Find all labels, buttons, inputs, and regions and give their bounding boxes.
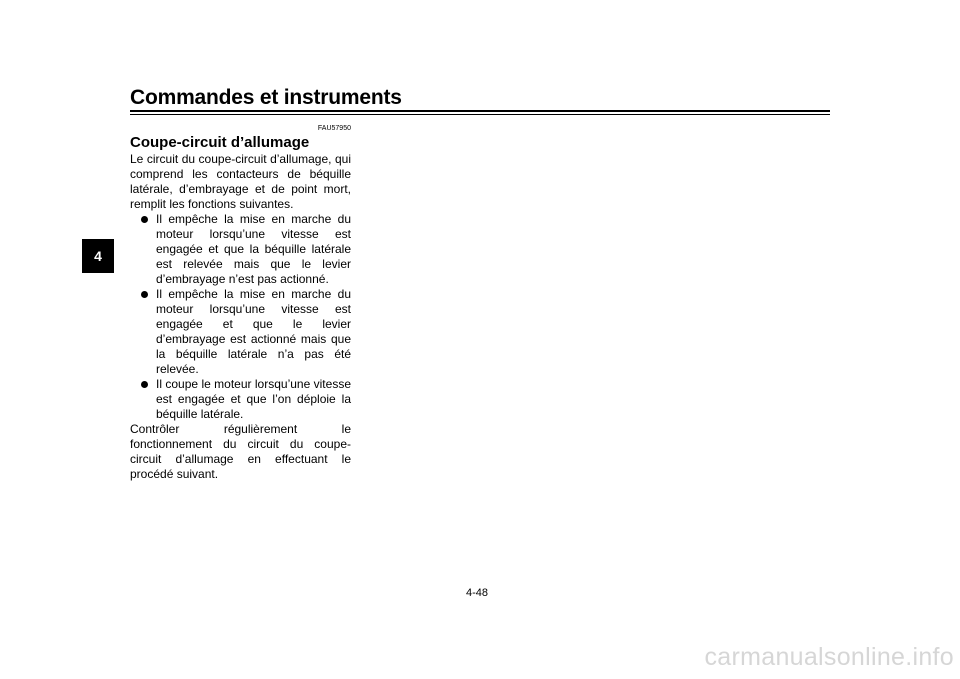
section-heading: Coupe-circuit d’allumage	[130, 134, 310, 151]
list-item	[130, 377, 351, 422]
header-rule-thin	[130, 114, 830, 115]
bullet-list	[130, 212, 351, 422]
reference-code: FAU57950	[317, 125, 351, 132]
list-item	[130, 212, 351, 287]
chapter-tab: 4	[82, 239, 114, 273]
page-header-title: Commandes et instruments	[130, 86, 402, 109]
intro-paragraph: Le circuit du coupe-circuit d’allumage, qui comprend les contacteurs de béquille latérale, d’embrayage et de point mort, remplit les fonctions suivantes.	[130, 152, 351, 211]
bullet-icon	[141, 381, 148, 388]
watermark: carmanualsonline.info	[704, 643, 954, 671]
bullet-icon	[141, 216, 148, 223]
list-item-text: Il empêche la mise en marche du moteur lorsqu’une vitesse est engagée et que le levier d’embrayage est actionné mais que la béquille latérale n’a pas été relevée.	[156, 287, 351, 376]
outro-paragraph: Contrôler régulièrement le fonctionnement du circuit du coupe-circuit d’allumage en effectuant le procédé suivant.	[130, 422, 351, 481]
bullet-icon	[141, 291, 148, 298]
list-item	[130, 287, 351, 377]
header-rule	[130, 110, 830, 112]
section-body	[130, 152, 351, 482]
list-item-text: Il coupe le moteur lorsqu’une vitesse est engagée et que l’on déploie la béquille latérale.	[156, 377, 351, 421]
list-item-text: Il empêche la mise en marche du moteur lorsqu’une vitesse est engagée et que la béquille latérale est relevée mais que le levier d’embrayage n’est pas actionné.	[156, 212, 351, 286]
page-number: 4-48	[466, 587, 489, 599]
